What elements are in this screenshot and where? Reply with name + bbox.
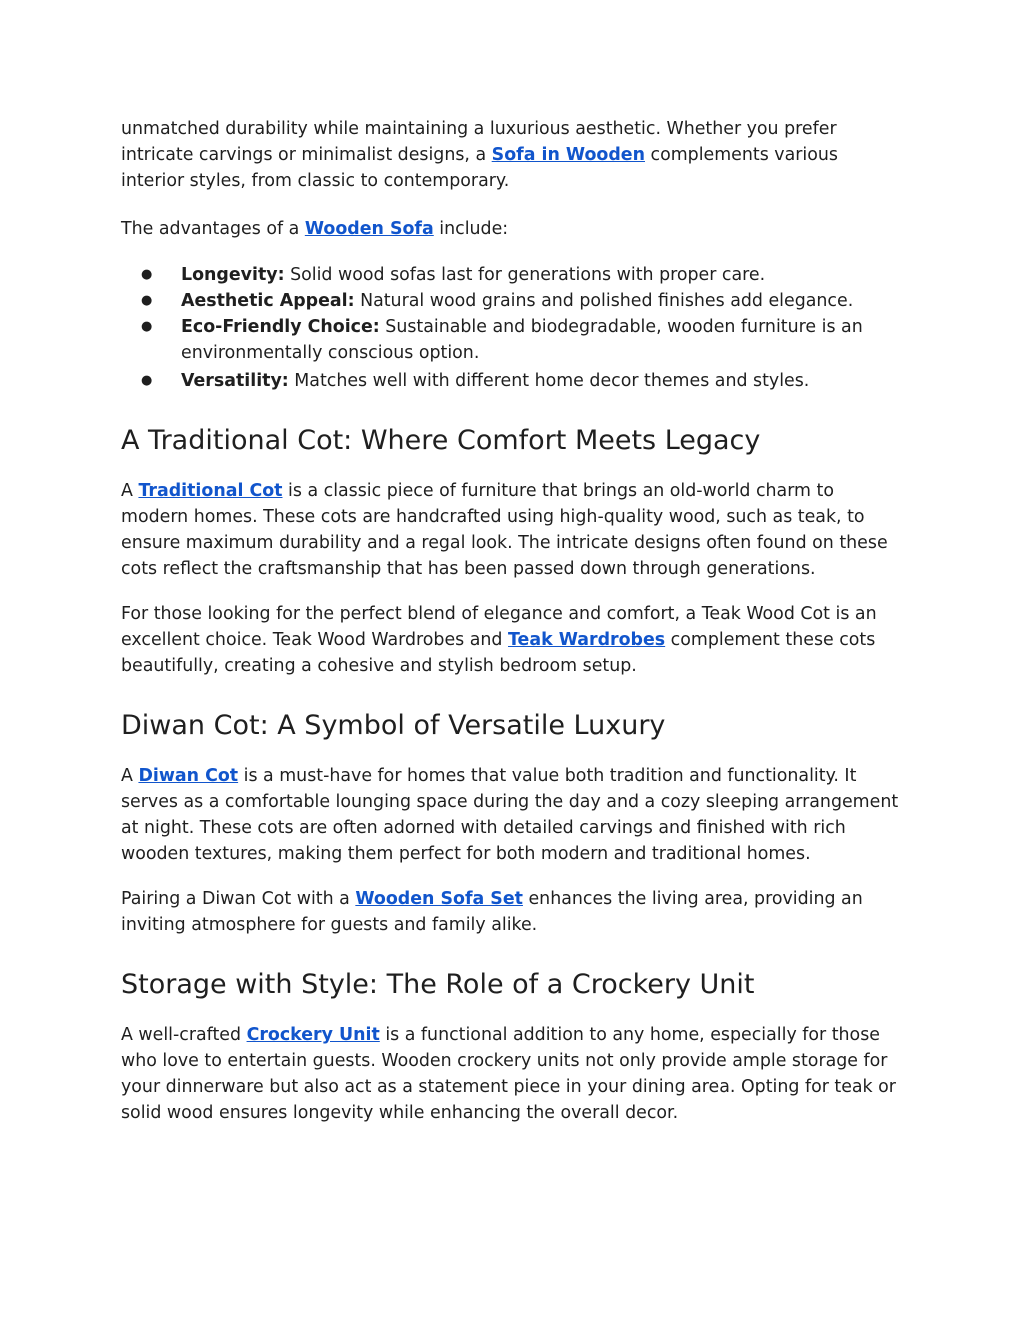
diwan-cot-heading: Diwan Cot: A Symbol of Versatile Luxury xyxy=(121,710,666,741)
crockery-unit-text-end: is a functional addition to any home, especially for those who love to entertain guests. Wooden crockery units not only provide ample storage for your dinnerware but also act as a statement piece in your dining area. Opting for teak or solid wood ensures longevity while enhancing the overall decor. xyxy=(121,1025,896,1123)
bullet-icon: ● xyxy=(141,293,153,308)
teak-text: For those looking for the perfect blend of elegance and comfort, a Teak Wood Cot is an excellent choice. Teak Wood Wardrobes and xyxy=(121,604,877,650)
diwan-cot-paragraph xyxy=(121,763,901,867)
teak-paragraph xyxy=(121,601,901,679)
intro-text: unmatched durability while maintaining a luxurious aesthetic. Whether you prefer intricate carvings or minimalist designs, a xyxy=(121,119,837,165)
bullet-icon: ● xyxy=(141,267,153,282)
list-item-label: Aesthetic Appeal: xyxy=(181,291,355,311)
diwan-pairing-text-end: enhances the living area, providing an inviting atmosphere for guests and family alike. xyxy=(121,889,863,935)
bullet-icon: ● xyxy=(141,319,153,334)
document-page xyxy=(121,116,901,1126)
list-item-text: Sustainable and biodegradable, wooden furniture is an environmentally conscious option. xyxy=(181,317,863,363)
list-item xyxy=(121,368,901,394)
list-item-text: Matches well with different home decor themes and styles. xyxy=(288,371,810,391)
list-item-label: Longevity: xyxy=(181,265,285,285)
teak-text-end: complement these cots beautifully, creating a cohesive and stylish bedroom setup. xyxy=(121,630,876,676)
advantages-intro-text: The advantages of a xyxy=(121,219,305,239)
list-item-text: Solid wood sofas last for generations with proper care. xyxy=(284,265,766,285)
advantages-intro-paragraph xyxy=(121,216,901,242)
traditional-cot-heading: A Traditional Cot: Where Comfort Meets Legacy xyxy=(121,425,761,456)
advantages-list xyxy=(121,262,901,394)
bullet-icon: ● xyxy=(141,373,153,388)
intro-text-end: complements various interior styles, from classic to contemporary. xyxy=(121,145,838,191)
crockery-unit-heading: Storage with Style: The Role of a Crockery Unit xyxy=(121,969,755,1000)
diwan-pairing-text: Pairing a Diwan Cot with a xyxy=(121,889,356,909)
list-item xyxy=(121,288,901,314)
list-item-text: Natural wood grains and polished finishes add elegance. xyxy=(354,291,854,311)
diwan-cot-text: A xyxy=(121,766,139,786)
wooden-sofa-set-link[interactable]: Wooden Sofa Set xyxy=(355,889,523,909)
diwan-pairing-paragraph xyxy=(121,886,901,938)
crockery-unit-paragraph xyxy=(121,1022,901,1126)
list-item xyxy=(121,314,901,366)
traditional-cot-link[interactable]: Traditional Cot xyxy=(138,481,283,501)
wooden-sofa-link[interactable]: Wooden Sofa xyxy=(304,219,434,239)
list-item-label: Versatility: xyxy=(181,371,289,391)
list-item xyxy=(121,262,901,288)
list-item-label: Eco-Friendly Choice: xyxy=(181,317,380,337)
sofa-in-wooden-link[interactable]: Sofa in Wooden xyxy=(491,145,645,165)
intro-paragraph xyxy=(121,116,901,194)
traditional-cot-text-end: is a classic piece of furniture that brings an old-world charm to modern homes. These cots are handcrafted using high-quality wood, such as teak, to ensure maximum durability and a regal look. The intricate designs often found on these cots reflect the craftsmanship that has been passed down through generations. xyxy=(121,481,888,579)
crockery-unit-link[interactable]: Crockery Unit xyxy=(246,1025,380,1045)
diwan-cot-text-end: is a must-have for homes that value both tradition and functionality. It serves as a comfortable lounging space during the day and a cozy sleeping arrangement at night. These cots are often adorned with detailed carvings and finished with rich wooden textures, making them perfect for both modern and traditional homes. xyxy=(121,766,899,864)
traditional-cot-text: A xyxy=(121,481,139,501)
teak-wardrobes-link[interactable]: Teak Wardrobes xyxy=(508,630,666,650)
crockery-unit-text: A well-crafted xyxy=(121,1025,247,1045)
diwan-cot-link[interactable]: Diwan Cot xyxy=(138,766,239,786)
traditional-cot-paragraph xyxy=(121,478,901,582)
advantages-intro-text-end: include: xyxy=(433,219,509,239)
